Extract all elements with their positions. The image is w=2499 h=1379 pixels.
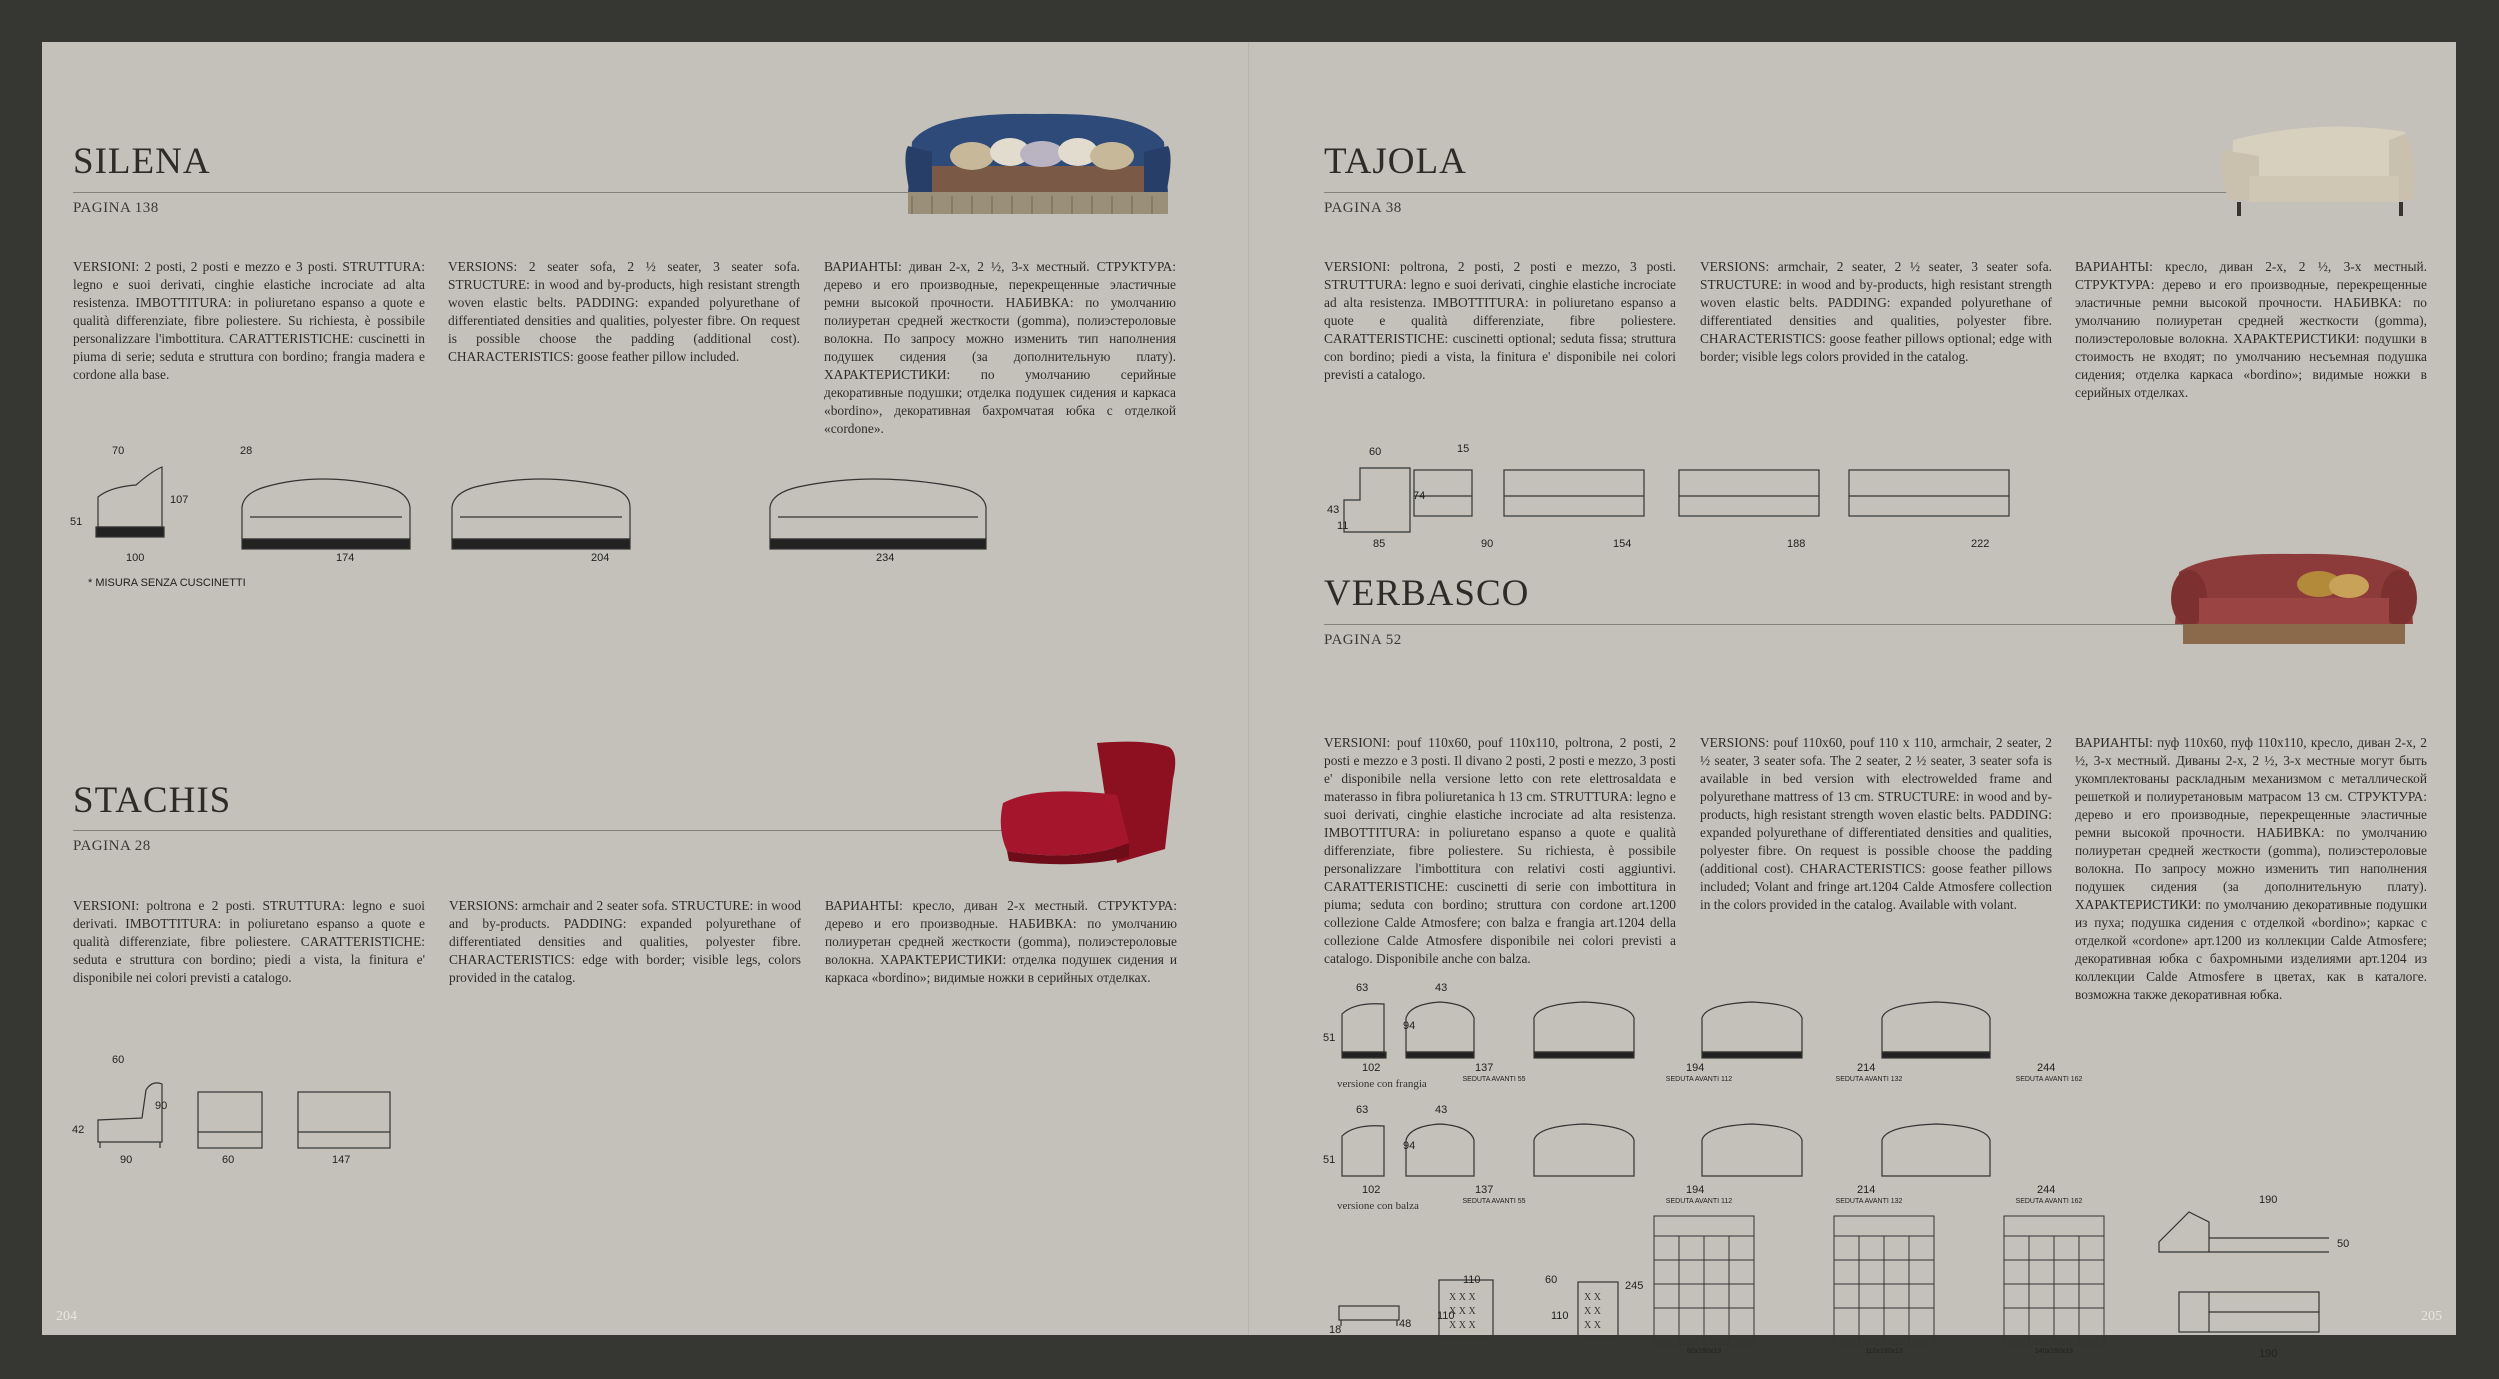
verbasco-a-dim-137: 137	[1475, 1062, 1494, 1074]
tajola-dim-60: 60	[1369, 446, 1382, 458]
mech-dim-190-a: 190	[2259, 1194, 2278, 1206]
tajola-dim-15: 15	[1457, 443, 1470, 455]
tajola-dim-222: 222	[1971, 538, 1990, 550]
tajola-dim-43: 43	[1327, 504, 1340, 516]
stachis-dim-147: 147	[332, 1154, 351, 1166]
tajola-dim-11: 11	[1337, 520, 1349, 532]
verbasco-a-dim-194: 194	[1686, 1062, 1705, 1074]
silena-dim-100: 100	[126, 552, 145, 564]
svg-text:X X: X X	[1584, 1320, 1601, 1331]
stachis-chair-photo	[997, 739, 1179, 869]
folio-left: 204	[56, 1309, 77, 1324]
verbasco-b-dim-214: 214	[1857, 1184, 1876, 1196]
mech-dim-50: 50	[2337, 1238, 2350, 1250]
mattress-110: 110x190x13	[1865, 1348, 1903, 1355]
stachis-dim-42: 42	[72, 1124, 85, 1136]
verbasco-b-seduta-132: SEDUTA AVANTI 132	[1835, 1198, 1903, 1205]
pouf-dim-18: 18	[1329, 1324, 1342, 1336]
silena-drawing-234	[762, 457, 1002, 567]
tajola-dim-188: 188	[1787, 538, 1806, 550]
pouf-dim-110-b: 110	[1437, 1310, 1455, 1322]
verbasco-b-dim-51: 51	[1323, 1154, 1336, 1166]
silena-text-it: VERSIONI: 2 posti, 2 posti e mezzo e 3 posti. STRUTTURA: legno e suoi derivati, cinghie elastiche incrociate ad alta resistenza. IMBOTTITURA: in poliuretano espanso a quote e qualità differenziate, fibre poliestere. Su richiesta, è possibile personalizzare l'imbottitura. CARATTERISTICHE: cuscinetti in piuma di serie; seduta e struttura con bordino; frangia madera e cordone alla base.	[73, 259, 425, 382]
verbasco-pagina: PAGINA 52	[1324, 632, 1402, 648]
silena-rule	[73, 192, 933, 193]
verbasco-caption-balza: versione con balza	[1337, 1200, 1419, 1212]
tajola-drawings	[1324, 452, 2024, 552]
mattress-80: 80x190x13	[1686, 1348, 1722, 1355]
mattress-140: 140x190x13	[2034, 1348, 2074, 1355]
silena-dim-51: 51	[70, 516, 83, 528]
stachis-drawings	[90, 1062, 450, 1172]
verbasco-b-seduta-55: SEDUTA AVANTI 55	[1462, 1198, 1526, 1205]
silena-dim-28: 28	[240, 445, 253, 457]
tajola-dim-90: 90	[1481, 538, 1494, 550]
silena-dim-70: 70	[112, 445, 125, 457]
folio-right: 205	[2421, 1309, 2442, 1324]
verbasco-b-dim-94: 94	[1403, 1140, 1416, 1152]
verbasco-caption-frangia: versione con frangia	[1337, 1078, 1427, 1090]
verbasco-text-it: VERSIONI: pouf 110x60, pouf 110x110, poltrona, 2 posti, 2 posti e mezzo e 3 posti. Il divano 2 posti, 2 posti e mezzo, 3 posti e' disponibile nella versione letto con rete elettrosaldata e materasso in fibra poliuretanica h 13 cm. STRUTTURA: legno e suoi derivati, cinghie elastiche incrociate ad alta resistenza. IMBOTTITURA: in poliuretano espanso a quote e qualità differenziate, fibre poliestere. Su richiesta, è possibile personalizzare l'imbottitura con relativi costi aggiuntivi. CARATTERISTICHE: cuscinetti di serie con imbottitura in piuma; seduta con bordino; struttura con cordone art.1200 collezione Calde Atmosfere; con balza e frangia art.1204 della collezione Calde Atmosfere disponibile nei colori previsti a catalogo. Disponibile anche con balza.	[1324, 735, 1676, 966]
svg-text:X X: X X	[1584, 1292, 1601, 1303]
tajola-pagina: PAGINA 38	[1324, 200, 1402, 216]
mech-dim-190-b: 190	[2259, 1348, 2278, 1360]
verbasco-text-ru: ВАРИАНТЫ: пуф 110x60, пуф 110x110, кресло, диван 2-х, 2 ½, 3-х местный. Диваны 2-х, 2 ½, 3-х местные могут быть укомплектованы раскладным механизмом с металлической решеткой и полиуретановым матрасом 13 см. СТРУКТУРА: дерево и его производные, перекрещенные эластичные ремни высокой прочности. НАБИВКА: по умолчанию полиуретан средней жесткости (gomma), полиэстероловые волокна. По запросу можно изменить тип наполнения подушек сидения (за дополнительную плату). ХАРАКТЕРИСТИКИ: по умолчанию декоративные подушки из пуха; подушка сидения с отделкой «bordino»; каркас с отделкой «cordone» арт.1200 из коллекции Calde Atmosfere; декоративная юбка с бахромными изделиями арт.1204 из коллекции Calde Atmosfere в цветах, как в каталоге. возможна также декоративная юбка.	[2075, 735, 2427, 1002]
svg-text:X X X: X X X	[1449, 1292, 1476, 1303]
tajola-title: TAJOLA	[1324, 141, 1467, 182]
tajola-text-it: VERSIONI: poltrona, 2 posti, 2 posti e mezzo, 3 posti. STRUTTURA: legno e suoi derivati, cinghie elastiche incrociate ad alta resistenza. IMBOTTITURA: in poliuretano espanso a quote e qualità differenziate, fibre poliestere. CARATTERISTICHE: cuscinetti optional; seduta fissa; struttura con bordino; piedi a vista, la finitura e' disponibile nei colori previsti a catalogo.	[1324, 259, 1676, 382]
stachis-text-ru: ВАРИАНТЫ: кресло, диван 2-х местный. СТРУКТУРА: дерево и его производные. НАБИВКА: по умолчанию полиуретан средней жесткости (gomma), полиэстероловые волокна. ХАРАКТЕРИСТИКИ: отделка подушек сидения и каркаса «bordino»; видимые ножки в серийных отделках.	[825, 898, 1177, 985]
verbasco-text-en: VERSIONS: pouf 110x60, pouf 110 x 110, armchair, 2 seater, 2 ½ seater, 3 seater sofa. The 2 seater, 2 ½ seater, 3 seater sofa is available in bed version with electrowelded frame and polyurethane mattress of 13 cm. STRUCTURE: in wood and by-products, high resistant strength woven elastic belts. PADDING: expanded polyurethane of differentiated densities and qualities, polyester fibre. On request is possible choose the padding (additional cost). CHARACTERISTICS: goose feather pillows included; Volant and fringe art.1204 Calde Atmosfere collection in the colors provided in the catalog. Available with volant.	[1700, 735, 2052, 912]
verbasco-b-dim-43: 43	[1435, 1104, 1448, 1116]
tajola-text-ru: ВАРИАНТЫ: кресло, диван 2-х, 2 ½, 3-х местный. СТРУКТУРА: дерево и его производные, перекрещенные эластичные ремни высокой прочности. НАБИВКА: по умолчанию полиуретан средней жесткости (gomma), полиэстероловые волокна. ХАРАКТЕРИСТИКИ: подушки в стоимость не входят; по умолчанию несъемная подушка сидения; отделка каркаса «bordino»; видимые ножки в серийных отделках.	[2075, 259, 2427, 400]
verbasco-b-dim-63: 63	[1356, 1104, 1369, 1116]
tajola-rule	[1324, 192, 2234, 193]
verbasco-a-dim-244: 244	[2037, 1062, 2056, 1074]
stachis-text-it: VERSIONI: poltrona e 2 posti. STRUTTURA: legno e suoi derivati. IMBOTTITURA: in poliuretano espanso a quote e qualità differenziate, fibre poliestere. CARATTERISTICHE: seduta e struttura con bordino; piedi a vista, la finitura e' disponibile nei colori previsti a catalogo.	[73, 898, 425, 985]
verbasco-a-dim-63: 63	[1356, 982, 1369, 994]
tajola-dim-74: 74	[1413, 490, 1426, 502]
verbasco-b-dim-102: 102	[1362, 1184, 1381, 1196]
verbasco-b-dim-244: 244	[2037, 1184, 2056, 1196]
pouf-dim-110-c: 110	[1551, 1310, 1569, 1322]
silena-dim-107: 107	[170, 494, 189, 506]
silena-drawings	[90, 457, 630, 567]
silena-sofa-photo	[902, 106, 1174, 218]
verbasco-balza-drawings	[1334, 1110, 2104, 1190]
pouf-dim-60: 60	[1545, 1274, 1558, 1286]
verbasco-b-seduta-162: SEDUTA AVANTI 162	[2015, 1198, 2083, 1205]
silena-title: SILENA	[73, 141, 211, 182]
verbasco-b-seduta-112: SEDUTA AVANTI 112	[1665, 1198, 1733, 1205]
stachis-dim-90-b: 90	[120, 1154, 133, 1166]
bed-dim-245: 245	[1625, 1280, 1644, 1292]
verbasco-a-seduta-112: SEDUTA AVANTI 112	[1665, 1076, 1733, 1083]
stachis-pagina: PAGINA 28	[73, 838, 151, 854]
verbasco-a-dim-94: 94	[1403, 1020, 1416, 1032]
verbasco-bed-mechanism	[2149, 1202, 2349, 1352]
left-page	[42, 42, 1249, 1335]
stachis-title: STACHIS	[73, 780, 232, 821]
verbasco-a-dim-43: 43	[1435, 982, 1448, 994]
verbasco-a-seduta-132: SEDUTA AVANTI 132	[1835, 1076, 1903, 1083]
verbasco-a-seduta-162: SEDUTA AVANTI 162	[2015, 1076, 2083, 1083]
pouf-dim-48: 48	[1399, 1318, 1412, 1330]
silena-drawing-spacer	[182, 457, 183, 458]
stachis-rule	[73, 830, 1023, 831]
verbasco-bed-drawings	[1644, 1212, 2114, 1352]
verbasco-pouf-small	[1574, 1280, 1624, 1340]
silena-pagina: PAGINA 138	[73, 200, 159, 216]
silena-dim-204: 204	[591, 552, 610, 564]
verbasco-frangia-drawings	[1334, 988, 2104, 1068]
verbasco-b-dim-137: 137	[1475, 1184, 1494, 1196]
verbasco-sofa-photo	[2169, 542, 2419, 652]
pouf-dim-110-a: 110	[1463, 1274, 1481, 1286]
silena-text-ru: ВАРИАНТЫ: диван 2-х, 2 ½, 3-х местный. СТРУКТУРА: дерево и его производные, перекрещенные эластичные ремни высокой прочности. НАБИВКА: по умолчанию полиуретан средней жесткости (gomma), полиэстероловые волокна. По запросу можно изменить тип наполнения подушек сидения (за дополнительную плату). ХАРАКТЕРИСТИКИ: по умолчанию серийные декоративные подушки; отделка подушек сидения и каркаса «bordino», декоративная бахромчатая юбка с отделкой «cordone».	[824, 259, 1176, 436]
verbasco-title: VERBASCO	[1324, 573, 1530, 614]
stachis-dim-60-a: 60	[112, 1054, 125, 1066]
silena-note: * MISURA SENZA CUSCINETTI	[88, 577, 246, 589]
verbasco-a-dim-102: 102	[1362, 1062, 1381, 1074]
verbasco-a-seduta-55: SEDUTA AVANTI 55	[1462, 1076, 1526, 1083]
verbasco-b-dim-194: 194	[1686, 1184, 1705, 1196]
tajola-dim-85: 85	[1373, 538, 1386, 550]
tajola-text-en: VERSIONS: armchair, 2 seater, 2 ½ seater, 3 seater sofa. STRUCTURE: in wood and by-products, high resistant strength woven elastic belts. PADDING: expanded polyurethane of differentiated densities and qualities, polyester fibre. CHARACTERISTICS: goose feather pillows optional; edge with border; visible legs colors provided in the catalog.	[1700, 259, 2052, 364]
silena-dim-234: 234	[876, 552, 895, 564]
stachis-dim-90-a: 90	[155, 1100, 168, 1112]
verbasco-a-dim-214: 214	[1857, 1062, 1876, 1074]
right-page	[1249, 42, 2456, 1360]
svg-text:X X: X X	[1584, 1306, 1601, 1317]
verbasco-pouf-drawings	[1329, 1270, 1529, 1350]
svg-text:X X X: X X X	[1449, 1320, 1476, 1331]
svg-text:X X X: X X X	[1449, 1306, 1476, 1317]
stachis-dim-60-b: 60	[222, 1154, 235, 1166]
verbasco-a-dim-51: 51	[1323, 1032, 1336, 1044]
stachis-text-en: VERSIONS: armchair and 2 seater sofa. STRUCTURE: in wood and by-products. PADDING: expanded polyurethane of differentiated densities and qualities, polyester fibre. CHARACTERISTICS: edge with border; visible legs, colors provided in the catalog.	[449, 898, 801, 985]
silena-text-en: VERSIONS: 2 seater sofa, 2 ½ seater, 3 seater sofa. STRUCTURE: in wood and by-products, high resistant strength woven elastic belts. PADDING: expanded polyurethane of differentiated densities and qualities, polyester fibre. On request is possible choose the padding (additional cost). CHARACTERISTICS: goose feather pillow included.	[448, 259, 800, 364]
tajola-sofa-photo	[2219, 116, 2419, 222]
verbasco-rule	[1324, 624, 2204, 625]
tajola-dim-154: 154	[1613, 538, 1632, 550]
silena-dim-174: 174	[336, 552, 355, 564]
